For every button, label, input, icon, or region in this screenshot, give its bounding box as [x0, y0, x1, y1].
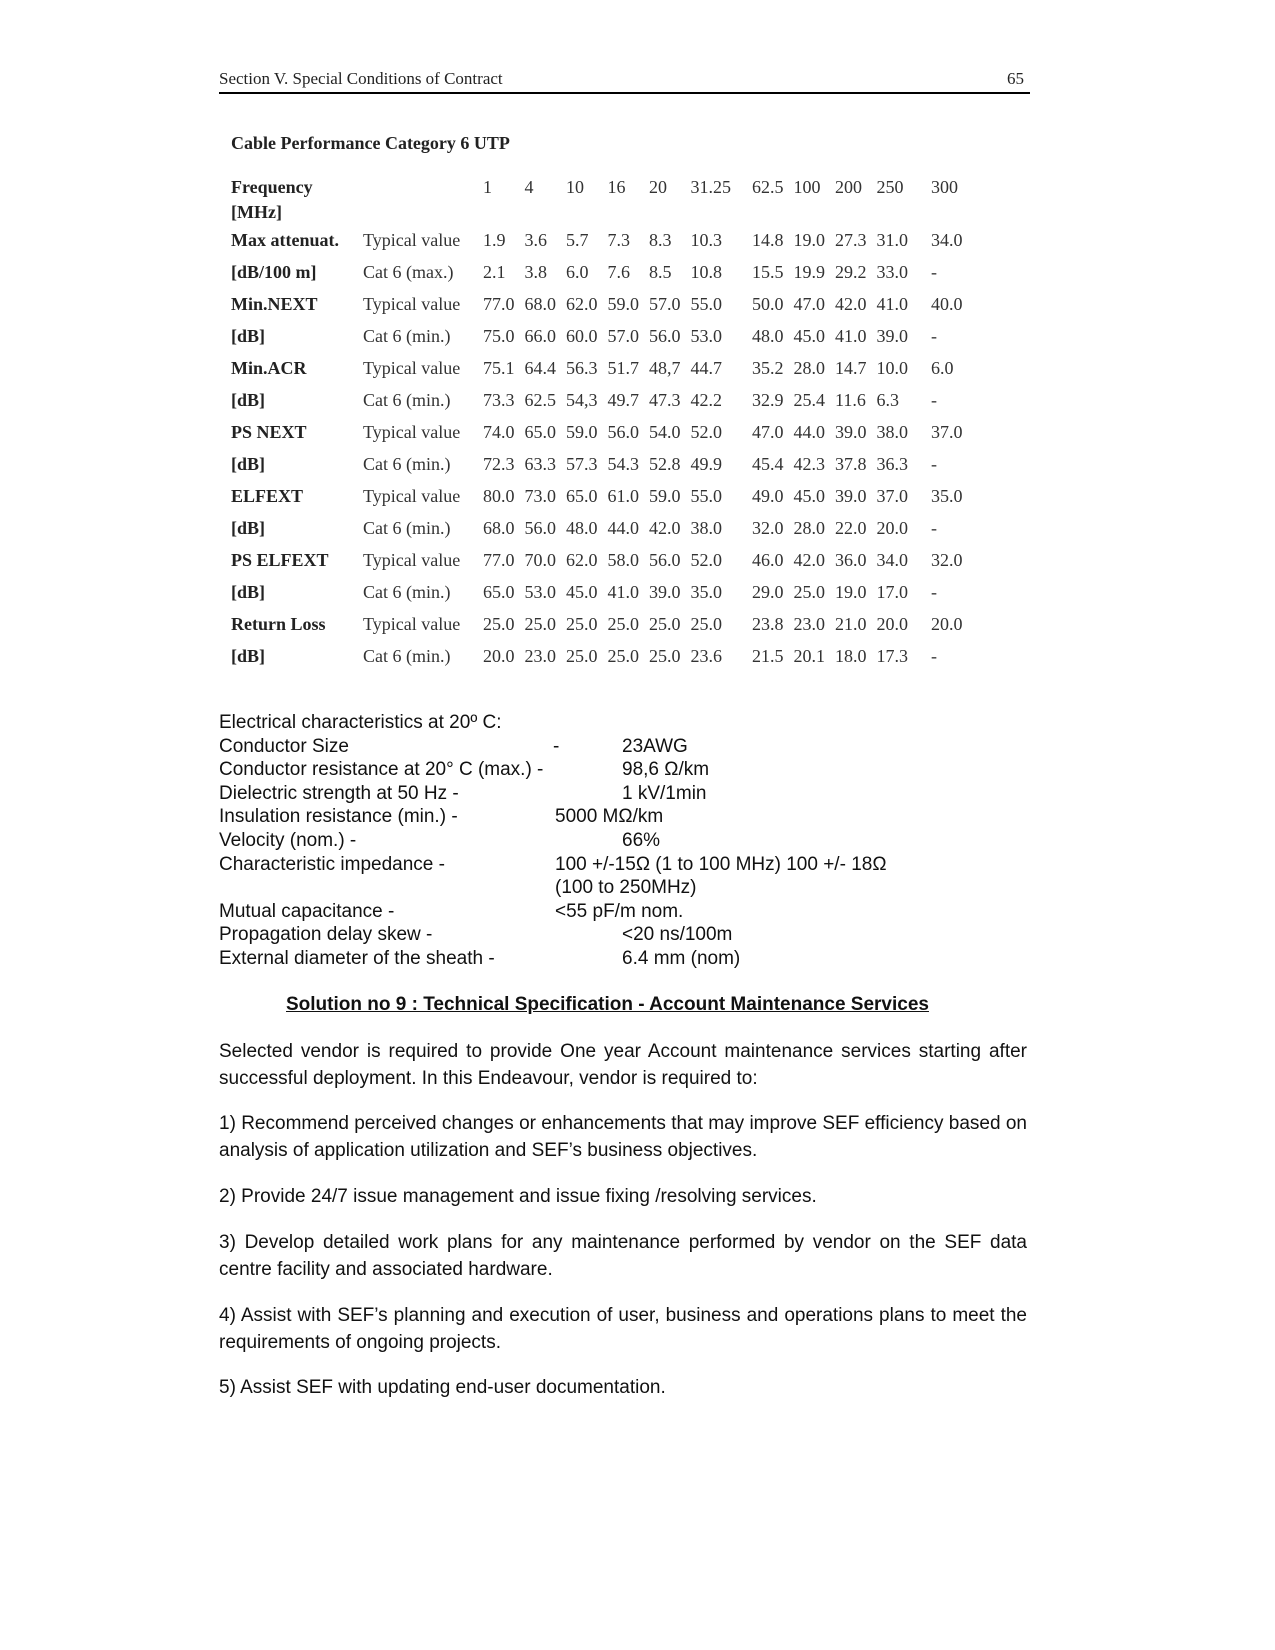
- table-row: [226, 416, 968, 448]
- table-cell: -: [931, 389, 937, 410]
- table-cell: 60.0: [566, 325, 598, 346]
- spec-value: 100 +/-15Ω (1 to 100 MHz) 100 +/- 18Ω: [555, 853, 887, 875]
- table-cell: 5.7: [566, 229, 589, 250]
- table-cell: 53.0: [690, 325, 722, 346]
- spec-label: Dielectric strength at 50 Hz -: [219, 782, 459, 804]
- value-type: Cat 6 (min.): [363, 453, 451, 474]
- table-cell: 77.0: [483, 293, 515, 314]
- electrical-heading: Electrical characteristics at 20º C:: [219, 712, 502, 733]
- table-cell: 68.0: [524, 293, 556, 314]
- table-cell: 49.9: [690, 453, 722, 474]
- table-cell: 50.0: [752, 293, 784, 314]
- table-row: [226, 640, 968, 672]
- table-row: [226, 256, 968, 288]
- parameter-name: Return Loss: [231, 613, 326, 634]
- spec-label: Propagation delay skew -: [219, 924, 433, 946]
- table-cell: 62.5: [524, 389, 556, 410]
- table-cell: 63.3: [524, 453, 556, 474]
- table-cell: 15.5: [752, 261, 784, 282]
- spec-label: External diameter of the sheath -: [219, 947, 495, 969]
- table-cell: 44.7: [690, 357, 722, 378]
- table-cell: 39.0: [876, 325, 908, 346]
- requirement-item: 4) Assist with SEF’s planning and execution of user, business and operations plans to meet the requirements of ongoing projects.: [219, 1305, 1027, 1353]
- value-type: Typical value: [363, 293, 461, 314]
- table-cell: 45.0: [793, 485, 825, 506]
- table-cell: 37.0: [876, 485, 908, 506]
- table-cell: 10.8: [690, 261, 722, 282]
- value-type: Typical value: [363, 229, 461, 250]
- frequency-value: 300: [931, 176, 958, 197]
- table-cell: 20.0: [876, 613, 908, 634]
- table-cell: 29.2: [835, 261, 867, 282]
- table-cell: 73.3: [483, 389, 515, 410]
- table-cell: 66.0: [524, 325, 556, 346]
- table-cell: 32.0: [931, 549, 963, 570]
- page-header: [219, 68, 1030, 94]
- table-cell: 56.0: [649, 325, 681, 346]
- table-row: [226, 224, 968, 256]
- table-cell: 27.3: [835, 229, 867, 250]
- table-cell: 42.3: [793, 453, 825, 474]
- table-cell: 37.0: [931, 421, 963, 442]
- frequency-value: 250: [876, 176, 904, 197]
- table-cell: 8.3: [649, 229, 672, 250]
- table-cell: 65.0: [524, 421, 556, 442]
- table-cell: 41.0: [607, 581, 639, 602]
- frequency-value: 62.5: [752, 176, 784, 197]
- table-cell: 28.0: [793, 517, 825, 538]
- parameter-name: [dB]: [231, 645, 266, 666]
- table-cell: 17.3: [876, 645, 908, 666]
- table-cell: 59.0: [566, 421, 598, 442]
- table-row: [226, 512, 968, 544]
- spec-value: 98,6 Ω/km: [622, 759, 710, 781]
- table-cell: 7.6: [607, 261, 630, 282]
- parameter-name: PS ELFEXT: [231, 549, 329, 570]
- parameter-name: Min.NEXT: [231, 293, 318, 314]
- parameter-name: PS NEXT: [231, 421, 307, 442]
- table-cell: 64.4: [524, 357, 556, 378]
- table-cell: 48.0: [566, 517, 598, 538]
- table-cell: 10.0: [876, 357, 908, 378]
- table-cell: 25.0: [690, 613, 722, 634]
- table-cell: 59.0: [607, 293, 639, 314]
- table-cell: 46.0: [752, 549, 784, 570]
- table-cell: 25.0: [793, 581, 825, 602]
- table-cell: 75.0: [483, 325, 515, 346]
- table-row: [226, 288, 968, 320]
- requirement-item: 5) Assist SEF with updating end-user documentation.: [219, 1377, 666, 1398]
- spec-row: [219, 947, 979, 971]
- table-cell: 32.9: [752, 389, 784, 410]
- table-cell: 39.0: [649, 581, 681, 602]
- table-cell: 10.3: [690, 229, 722, 250]
- table-cell: 45.4: [752, 453, 784, 474]
- empty-cell: [358, 174, 478, 200]
- table-cell: 80.0: [483, 485, 515, 506]
- table-cell: 49.0: [752, 485, 784, 506]
- table-cell: 25.0: [566, 645, 598, 666]
- table-cell: 53.0: [524, 581, 556, 602]
- table-cell: 56.3: [566, 357, 598, 378]
- table-cell: 55.0: [690, 485, 722, 506]
- table-cell: 25.0: [607, 613, 639, 634]
- table-cell: 38.0: [690, 517, 722, 538]
- table-cell: 56.0: [607, 421, 639, 442]
- spec-value: 6.4 mm (nom): [622, 947, 741, 969]
- table-row: [226, 576, 968, 608]
- spec-row: [219, 829, 979, 853]
- value-type: Cat 6 (min.): [363, 517, 451, 538]
- spec-row: [219, 735, 979, 759]
- table-cell: -: [931, 325, 937, 346]
- table-cell: 44.0: [793, 421, 825, 442]
- table-cell: 75.1: [483, 357, 515, 378]
- table-cell: 21.5: [752, 645, 784, 666]
- table-cell: 25.0: [566, 613, 598, 634]
- table-cell: 44.0: [607, 517, 639, 538]
- value-type: Cat 6 (min.): [363, 389, 451, 410]
- requirement-item: 1) Recommend perceived changes or enhancements that may improve SEF efficiency based on analysis of application utilization and SEF’s business objectives.: [219, 1113, 1027, 1161]
- spec-label: Characteristic impedance -: [219, 853, 445, 875]
- table-cell: 19.0: [835, 581, 867, 602]
- table-cell: 57.0: [649, 293, 681, 314]
- frequency-header-row: [226, 174, 968, 200]
- parameter-name: [dB]: [231, 453, 266, 474]
- table-cell: 36.3: [876, 453, 908, 474]
- frequency-value: 16: [607, 176, 626, 197]
- table-cell: 54.0: [649, 421, 681, 442]
- table-row: [226, 320, 968, 352]
- table-cell: 23.8: [752, 613, 784, 634]
- parameter-name: [dB]: [231, 389, 266, 410]
- frequency-value: 20: [649, 176, 667, 197]
- table-cell: 34.0: [876, 549, 908, 570]
- table-cell: 48.0: [752, 325, 784, 346]
- section-title: Section V. Special Conditions of Contract: [219, 69, 503, 88]
- cable-performance-table: [226, 174, 968, 672]
- spec-value: <20 ns/100m: [622, 924, 733, 946]
- spec-value: 66%: [622, 829, 661, 851]
- table-cell: 23.0: [524, 645, 556, 666]
- table-cell: 59.0: [649, 485, 681, 506]
- table-cell: 47.0: [752, 421, 784, 442]
- table-cell: 20.0: [483, 645, 515, 666]
- table-cell: 54.3: [607, 453, 639, 474]
- table-cell: 65.0: [483, 581, 515, 602]
- parameter-name: ELFEXT: [231, 485, 304, 506]
- frequency-unit: [MHz]: [231, 201, 282, 222]
- table-cell: 70.0: [524, 549, 556, 570]
- table-cell: 8.5: [649, 261, 672, 282]
- table-row: [226, 352, 968, 384]
- value-type: Typical value: [363, 549, 461, 570]
- requirement-item: 2) Provide 24/7 issue management and issue fixing /resolving services.: [219, 1186, 817, 1207]
- parameter-name: [dB]: [231, 325, 266, 346]
- table-cell: 56.0: [524, 517, 556, 538]
- table-cell: 25.0: [524, 613, 556, 634]
- table-cell: 49.7: [607, 389, 639, 410]
- parameter-name: Min.ACR: [231, 357, 307, 378]
- table-cell: 52.8: [649, 453, 681, 474]
- table-cell: 37.8: [835, 453, 867, 474]
- table-cell: 25.0: [649, 645, 681, 666]
- table-cell: 52.0: [690, 549, 722, 570]
- table-cell: 25.0: [649, 613, 681, 634]
- table-cell: 41.0: [876, 293, 908, 314]
- value-type: Typical value: [363, 357, 461, 378]
- table-cell: 31.0: [876, 229, 908, 250]
- table-cell: 18.0: [835, 645, 867, 666]
- table-cell: 20.0: [876, 517, 908, 538]
- table-row: [226, 544, 968, 576]
- solution-heading: Solution no 9 : Technical Specification - Account Maintenance Services: [286, 994, 929, 1015]
- spec-dash: -: [553, 735, 560, 757]
- table-cell: 55.0: [690, 293, 722, 314]
- table-cell: 68.0: [483, 517, 515, 538]
- value-type: Cat 6 (min.): [363, 645, 451, 666]
- frequency-value: 1: [483, 176, 492, 197]
- table-cell: 33.0: [876, 261, 908, 282]
- table-cell: -: [931, 517, 937, 538]
- table-cell: 74.0: [483, 421, 515, 442]
- value-type: Typical value: [363, 421, 461, 442]
- table-cell: 6.0: [566, 261, 589, 282]
- table-cell: 52.0: [690, 421, 722, 442]
- table-cell: 45.0: [566, 581, 598, 602]
- table-cell: 23.6: [690, 645, 722, 666]
- table-cell: 65.0: [566, 485, 598, 506]
- table-cell: 19.0: [793, 229, 825, 250]
- table-cell: 17.0: [876, 581, 908, 602]
- frequency-value: 100: [793, 176, 821, 197]
- frequency-value: 31.25: [690, 176, 731, 197]
- table-cell: 6.0: [931, 357, 954, 378]
- table-cell: 25.0: [483, 613, 515, 634]
- table-cell: 42.0: [649, 517, 681, 538]
- table-cell: 35.2: [752, 357, 784, 378]
- table-cell: 57.3: [566, 453, 598, 474]
- table-cell: 39.0: [835, 485, 867, 506]
- table-cell: 51.7: [607, 357, 639, 378]
- table-cell: 62.0: [566, 293, 598, 314]
- table-cell: 54,3: [566, 389, 598, 410]
- table-cell: 22.0: [835, 517, 867, 538]
- table-cell: -: [931, 645, 937, 666]
- table-cell: 39.0: [835, 421, 867, 442]
- table-cell: 7.3: [607, 229, 630, 250]
- frequency-value: 4: [524, 176, 534, 197]
- table-cell: 23.0: [793, 613, 825, 634]
- frequency-unit-row: [226, 200, 968, 224]
- electrical-characteristics: [219, 711, 979, 971]
- intro-paragraph: Selected vendor is required to provide One year Account maintenance services starting after successful deployment. In this Endeavour, vendor is required to:: [219, 1041, 1027, 1089]
- table-row: [226, 480, 968, 512]
- table-cell: 73.0: [524, 485, 556, 506]
- table-cell: 40.0: [931, 293, 963, 314]
- value-type: Typical value: [363, 613, 461, 634]
- table-cell: 35.0: [931, 485, 963, 506]
- spec-value: 23AWG: [622, 735, 688, 757]
- table-cell: 25.0: [607, 645, 639, 666]
- table-cell: 72.3: [483, 453, 515, 474]
- table-cell: 3.6: [524, 229, 547, 250]
- value-type: Cat 6 (min.): [363, 581, 451, 602]
- table-cell: 29.0: [752, 581, 784, 602]
- table-cell: 34.0: [931, 229, 963, 250]
- spec-row: [219, 900, 979, 924]
- table-row: [226, 608, 968, 640]
- spec-label: Conductor Size: [219, 735, 349, 757]
- table-cell: 61.0: [607, 485, 639, 506]
- value-type: Cat 6 (max.): [363, 261, 454, 282]
- table-row: [226, 384, 968, 416]
- table-row: [226, 448, 968, 480]
- table-cell: 35.0: [690, 581, 722, 602]
- spec-row: [219, 805, 979, 829]
- spec-row: [219, 782, 979, 806]
- parameter-name: [dB]: [231, 517, 266, 538]
- parameter-name: [dB/100 m]: [231, 261, 317, 282]
- table-cell: 25.4: [793, 389, 825, 410]
- spec-row: [219, 853, 979, 877]
- table-cell: 6.3: [876, 389, 899, 410]
- table-cell: 57.0: [607, 325, 639, 346]
- table-cell: 14.8: [752, 229, 784, 250]
- table-cell: 36.0: [835, 549, 867, 570]
- parameter-name: Max attenuat.: [231, 229, 339, 250]
- spec-row: [219, 758, 979, 782]
- table-cell: 1.9: [483, 229, 506, 250]
- table-cell: 62.0: [566, 549, 598, 570]
- page-number: 65: [1007, 69, 1024, 88]
- table-cell: 20.1: [793, 645, 825, 666]
- spec-value: 5000 MΩ/km: [555, 806, 664, 828]
- table-cell: 28.0: [793, 357, 825, 378]
- frequency-value: 10: [566, 176, 584, 197]
- value-type: Cat 6 (min.): [363, 325, 451, 346]
- table-cell: -: [931, 261, 937, 282]
- frequency-value: 200: [835, 176, 862, 197]
- spec-label: Velocity (nom.) -: [219, 829, 357, 851]
- table-cell: 20.0: [931, 613, 963, 634]
- table-cell: 11.6: [835, 389, 866, 410]
- spec-row: [219, 923, 979, 947]
- table-cell: 14.7: [835, 357, 867, 378]
- frequency-label: Frequency: [231, 176, 313, 197]
- table-cell: 32.0: [752, 517, 784, 538]
- table-cell: 47.0: [793, 293, 825, 314]
- table-cell: 38.0: [876, 421, 908, 442]
- table-cell: 3.8: [524, 261, 547, 282]
- table-cell: 56.0: [649, 549, 681, 570]
- table-cell: 77.0: [483, 549, 515, 570]
- spec-label: Mutual capacitance -: [219, 900, 395, 922]
- value-type: Typical value: [363, 485, 461, 506]
- table-cell: 58.0: [607, 549, 639, 570]
- table-cell: 42.2: [690, 389, 722, 410]
- table-cell: 2.1: [483, 261, 506, 282]
- requirement-item: 3) Develop detailed work plans for any maintenance performed by vendor on the SEF data centre facility and associated hardware.: [219, 1232, 1027, 1280]
- table-cell: -: [931, 581, 937, 602]
- table-cell: 42.0: [835, 293, 867, 314]
- table-cell: 48,7: [649, 357, 681, 378]
- table-cell: 41.0: [835, 325, 867, 346]
- spec-value: 1 kV/1min: [622, 782, 707, 804]
- spec-value-continuation: (100 to 250MHz): [555, 877, 697, 899]
- spec-value: <55 pF/m nom.: [555, 900, 684, 922]
- parameter-name: [dB]: [231, 581, 266, 602]
- spec-label: Conductor resistance at 20° C (max.) -: [219, 759, 544, 781]
- table-cell: 45.0: [793, 325, 825, 346]
- table-cell: 19.9: [793, 261, 825, 282]
- table-cell: 21.0: [835, 613, 867, 634]
- spec-label: Insulation resistance (min.) -: [219, 806, 458, 828]
- table-cell: 47.3: [649, 389, 681, 410]
- spec-row-continuation: [219, 876, 979, 900]
- table-cell: -: [931, 453, 937, 474]
- table-cell: 42.0: [793, 549, 825, 570]
- table-title: Cable Performance Category 6 UTP: [231, 133, 510, 153]
